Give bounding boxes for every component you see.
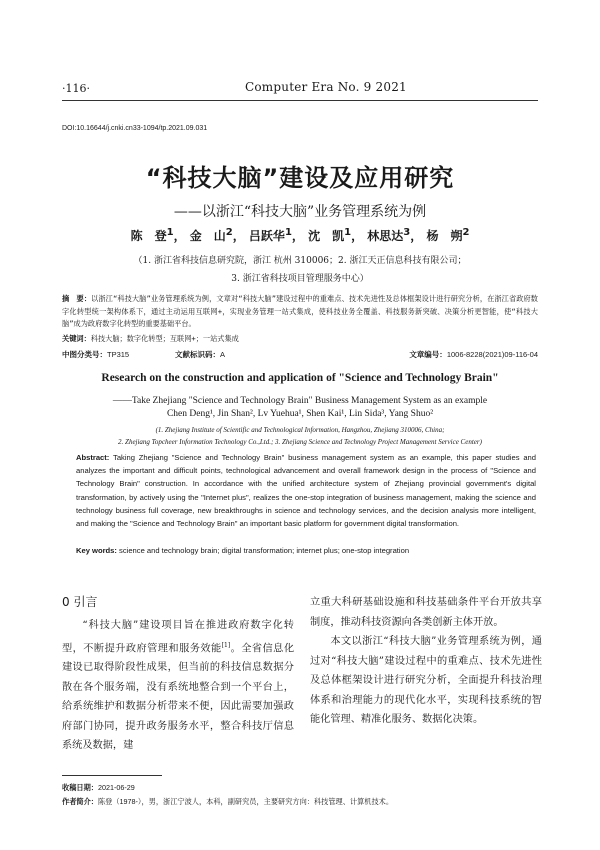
abstract-cn [62,293,538,331]
author: 林思达$^3$ [367,227,411,243]
keywords-en-text: science and technology brain; digital transformation; internet plus; one-stop integration [116,546,410,555]
keywords-en [76,546,409,555]
footnote-received: 收稿日期：2021-06-29 [62,783,135,792]
author: 吕跃华$^1$ [248,227,292,243]
author: 陈 登$^1$ [130,227,174,243]
citation-ref: [1] [221,641,231,649]
abstract-cn-text: 以浙江“科技大脑”业务管理系统为例，文章对“科技大脑”建设过程中的重难点、技术先进性及总体框架设计进行研究分析，在浙江省政府数字化转型统一架构体系下，通过主动运用互联网+，实现业务管理一站式集成，使科技业务全覆盖、科技服务新突破、决策分析更智能，使“科技大脑”成为政府数字化转型的重要基础平台。 [62,294,538,329]
keywords-cn-text: 科技大脑；数字化转型；互联网+；一站式集成 [90,334,239,343]
body-paragraph: 立重大科研基础设施和科技基础条件平台开放共享制度，推动科技资源向各类创新主体开放。 [310,597,542,628]
article-number: 文章编号：1006-8228(2021)09-116-04 [409,350,538,359]
body-column-right [310,593,542,730]
journal-header: Computer Era No. 9 2021 [245,80,407,94]
paper-subtitle: ——以浙江“科技大脑”业务管理系统为例 [173,204,427,220]
author: 金 山$^2$ [189,227,233,243]
keywords-cn [62,334,239,344]
footnote-rule [62,775,162,776]
affiliation-line-2: 3. 浙江省科技项目管理服务中心） [231,274,369,284]
english-affiliation-line-2: 2. Zhejiang Topcheer Information Technology Co.,Ltd.; 3. Zhejiang Science and Technology Project Management Service Center) [118,438,482,446]
author: 杨 朔$^2$ [426,227,470,243]
english-affiliation-line-1: (1. Zhejiang Institute of Scientific and Technological Information, Hangzhou, Zhejiang 310006, China; [155,426,445,434]
english-subtitle: ——Take Zhejiang "Science and Technology Brain" Business Management System as an example [112,396,488,406]
body-paragraph: 本文以浙江“科技大脑”业务管理系统为例，通过对“科技大脑”建设过程中的重难点、技术先进性及总体框架设计进行研究分析，全面提升科技治理体系和治理能力的现代化水平，实现科技系统的智能化管理、精准化服务、数据化决策。 [310,636,542,725]
paper-title: “科技大脑”建设及应用研究 [145,164,455,192]
abstract-en-text: Taking Zhejiang "Science and Technology Brain" business management system as an example, this paper studies and analyzes the important and difficult points, technological advancement and overall framework design in the process of "Science and Technology Brain" construction. In accordance with the unified architecture system of Zhejiang provincial government's digital transformation, by actively using the "Internet plus", realizes the one-stop integration of business management, making the science and technology business full coverage, new breakthroughs in science and technology services, and the decision analysis more intelligent, and making the "Science and Technology Brain" an important basic platform for government digital transformation. [76,453,536,529]
clc-number: 中图分类号：TP315 [62,350,130,359]
keywords-en-label: Key words: [76,546,117,555]
document-code: 文献标识码：A [175,350,226,359]
abstract-en [76,451,536,530]
abstract-cn-label: 摘 要： [62,294,92,303]
body-paragraph: “科技大脑”建设项目旨在推进政府数字化转型，不断提升政府管理和服务效能[1]。全省信息化建设已取得阶段性成果，但当前的科技信息数据分散在各个服务端，没有系统地整合到一个平台上，给系统维护和数据分析带来不便，因此需要加强政府部门协同，提升政务服务水平，整合科技厅信息系统及数据，建 [62,620,295,752]
header-rule [62,100,538,101]
page-number: ·116· [62,82,90,95]
doi: DOI:10.16644/j.cnki.cn33-1094/tp.2021.09.031 [62,125,208,132]
author-list: 陈 登$^1$， 金 山$^2$， 吕跃华$^1$， 沈 凯$^1$， 林思达$^3$， 杨 朔$^2$ [130,227,470,243]
keywords-cn-label: 关键词： [62,334,91,343]
english-title: Research on the construction and application of "Science and Technology Brain" [101,372,499,384]
english-authors: Chen Deng¹, Jin Shan², Lv Yuehua¹, Shen Kai¹, Lin Sida³, Yang Shuo² [166,409,434,419]
author: 沈 凯$^1$ [308,227,352,243]
footnote-author: 作者简介：陈登（1978-），男，浙江宁波人，本科，副研究员，主要研究方向：科技管理、计算机技术。 [62,797,394,806]
affiliation-line-1: （1. 浙江省科技信息研究院，浙江 杭州 310006；2. 浙江天正信息科技有限公司； [133,256,467,266]
section-heading: 0 引言 [62,595,98,609]
body-column-left [62,593,294,756]
abstract-en-label: Abstract: [76,453,110,462]
